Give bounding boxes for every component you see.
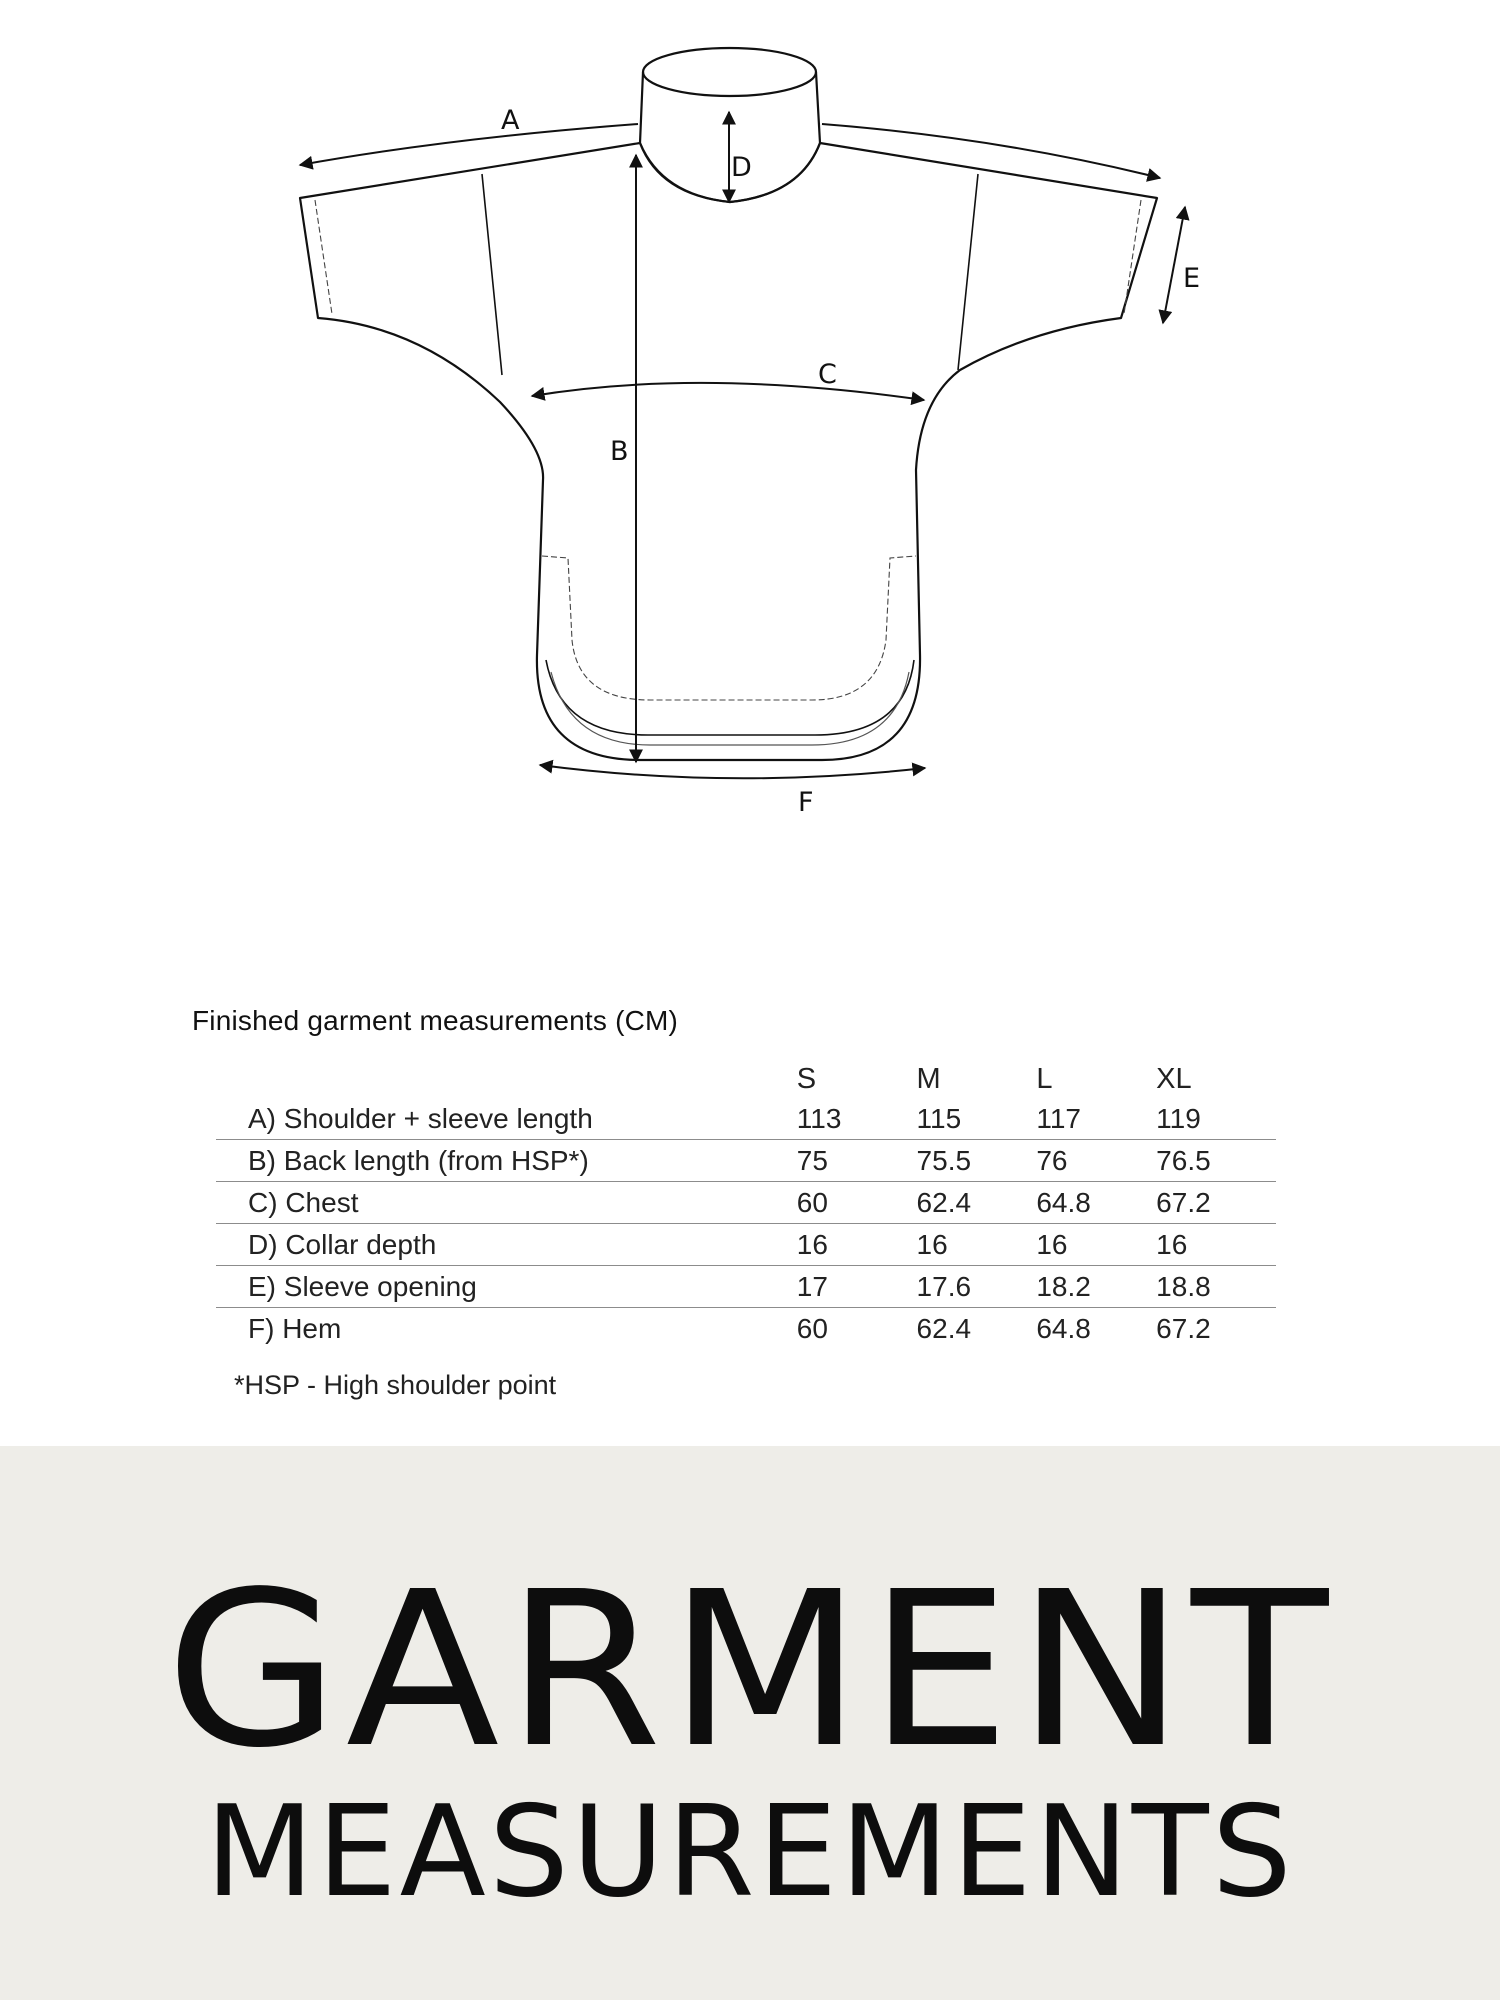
collar-top — [643, 48, 816, 96]
table-row — [216, 1098, 1276, 1140]
cell-xl: 67.2 — [1156, 1182, 1276, 1224]
cell-m: 17.6 — [917, 1266, 1037, 1308]
size-header-l: L — [1036, 1063, 1053, 1095]
label-b: B — [610, 436, 629, 467]
cell-xl: 67.2 — [1156, 1308, 1276, 1350]
cell-l: 64.8 — [1036, 1182, 1156, 1224]
label-f: F — [798, 787, 814, 818]
cell-l: 117 — [1036, 1102, 1081, 1134]
arrow-e — [1163, 207, 1185, 323]
cell-s: 113 — [796, 1102, 842, 1134]
cell-m: 16 — [917, 1224, 1037, 1266]
arrow-c — [532, 383, 924, 400]
table-row — [216, 1224, 1276, 1266]
label-e: E — [1183, 263, 1201, 294]
arrow-a — [300, 124, 638, 165]
table-title: Finished garment measurements (CM) — [192, 1005, 679, 1036]
table-row — [216, 1182, 1276, 1224]
stitch-lines — [315, 200, 1141, 700]
cell-m: 62.4 — [917, 1308, 1037, 1350]
table-row — [216, 1266, 1276, 1308]
back-hem-layer — [546, 660, 914, 735]
cell-l: 16 — [1036, 1224, 1156, 1266]
label-c: C — [818, 359, 837, 390]
cell-s: 60 — [797, 1308, 917, 1350]
row-label: A) Shoulder + sleeve length — [248, 1102, 593, 1134]
cell-xl: 119 — [1156, 1102, 1201, 1134]
cell-s: 60 — [797, 1182, 917, 1224]
back-hem-layer-2 — [551, 672, 909, 745]
cell-m: 75.5 — [917, 1140, 1037, 1182]
banner-title-line1: GARMENT — [165, 1546, 1335, 1795]
measurement-labels — [501, 105, 1200, 818]
cell-xl: 16 — [1156, 1224, 1276, 1266]
label-d: D — [731, 152, 752, 183]
cell-l: 18.2 — [1036, 1266, 1156, 1308]
table-row — [216, 1140, 1276, 1182]
cell-s: 16 — [797, 1224, 917, 1266]
cell-m: 62.4 — [917, 1182, 1037, 1224]
size-header-s: S — [796, 1063, 817, 1095]
measurement-arrows — [300, 112, 1185, 778]
cell-l: 76 — [1036, 1140, 1156, 1182]
size-header-xl: XL — [1156, 1063, 1192, 1095]
arrow-f — [540, 765, 925, 778]
right-armhole-seam — [958, 174, 978, 370]
measurement-table — [216, 1050, 1276, 1349]
label-a: A — [501, 105, 520, 136]
row-label: F) Hem — [216, 1308, 797, 1350]
banner-title-line2: MEASUREMENTS — [205, 1778, 1295, 1925]
row-label: D) Collar depth — [216, 1224, 797, 1266]
garment-diagram — [0, 0, 1500, 870]
cell-m: 115 — [916, 1102, 962, 1134]
hsp-footnote: *HSP - High shoulder point — [234, 1370, 557, 1400]
cell-s: 75 — [797, 1140, 917, 1182]
cell-xl: 18.8 — [1156, 1266, 1276, 1308]
title-banner — [0, 1446, 1500, 2000]
size-header-m: M — [916, 1063, 941, 1095]
table-row — [216, 1308, 1276, 1350]
garment-body — [300, 143, 1157, 760]
size-header-row — [216, 1050, 1276, 1098]
row-label: E) Sleeve opening — [216, 1266, 797, 1308]
left-armhole-seam — [482, 174, 502, 375]
cell-l: 64.8 — [1036, 1308, 1156, 1350]
cell-s: 17 — [797, 1266, 917, 1308]
row-label: B) Back length (from HSP*) — [216, 1140, 797, 1182]
cell-xl: 76.5 — [1156, 1140, 1276, 1182]
row-label: C) Chest — [216, 1182, 797, 1224]
